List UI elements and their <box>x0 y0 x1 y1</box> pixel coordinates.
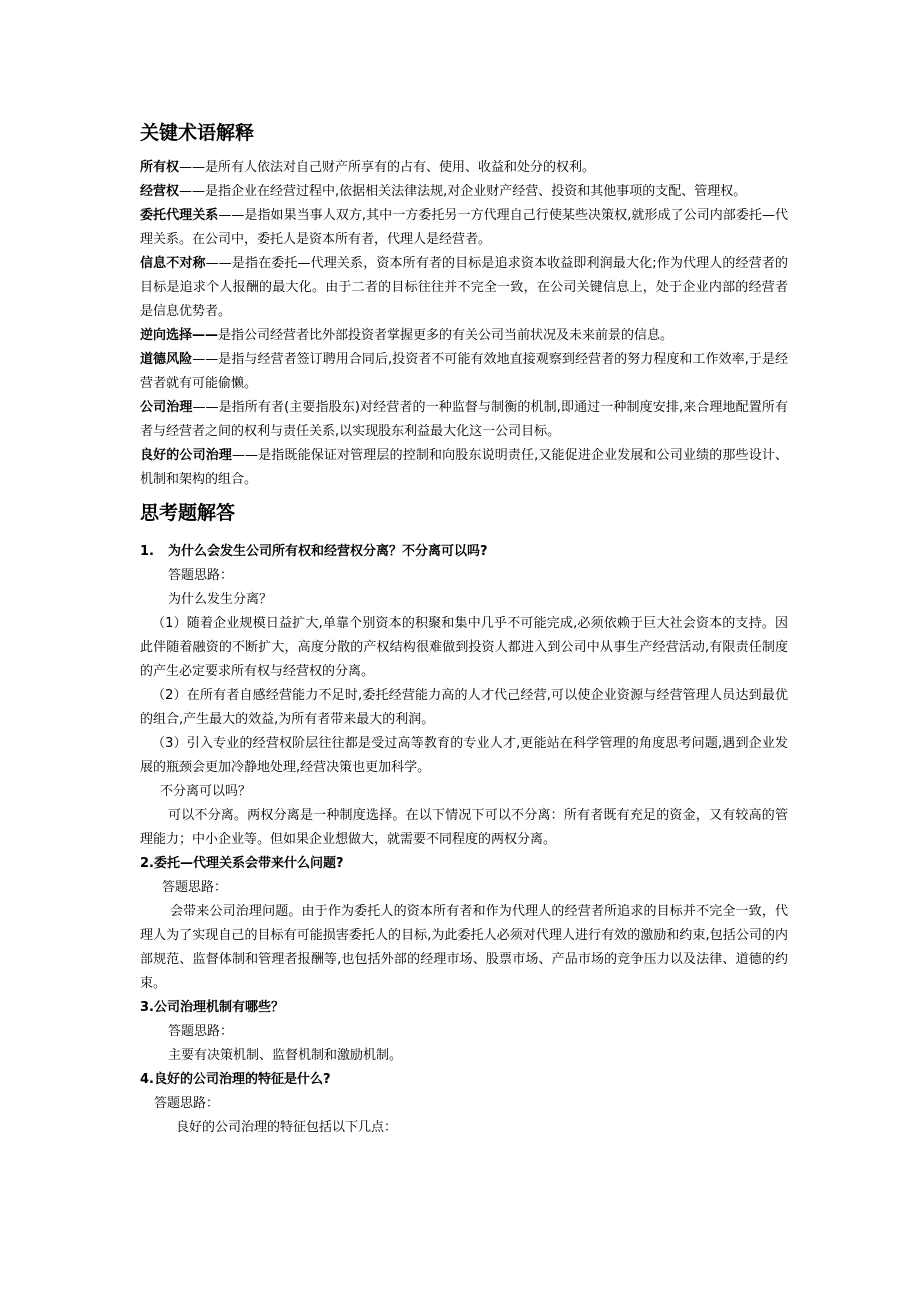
answer-paragraph: （2）在所有者自感经营能力不足时,委托经营能力高的人才代己经营,可以使企业资源与经营管理人员达到最优的组合,产生最大的效益,为所有者带来最大的利润。 <box>140 688 788 727</box>
term-text: ——是指企业在经营过程中,依据相关法律法规,对企业财产经营、投资和其他事项的支配、管理权。 <box>179 184 747 199</box>
question-text: 为什么会发生公司所有权和经营权分离？不分离可以吗? <box>168 544 488 559</box>
answer-paragraph: （1）随着企业规模日益扩大,单靠个别资本的积聚和集中几乎不可能完成,必须依赖于巨大社会资本的支持。因此伴随着融资的不断扩大，高度分散的产权结构很难做到投资人都进入到公司中从事生产经营活动,有限责任制度的产生必定要求所有权与经营权的分离。 <box>140 616 788 679</box>
answer-paragraph: 可以不分离。两权分离是一种制度选择。在以下情况下可以不分离：所有者既有充足的资金，又有较高的管理能力；中小企业等。但如果企业想做大，就需要不同程度的两权分离。 <box>140 808 788 847</box>
term-label: 良好的公司治理 <box>140 448 232 463</box>
term-definition <box>140 324 788 348</box>
sub-question: 不分离可以吗？ <box>160 784 252 799</box>
term-definition <box>140 252 788 324</box>
term-text: ——是指在委托—代理关系，资本所有者的目标是追求资本收益即利润最大化;作为代理人的经营者的目标是追求个人报酬的最大化。由于二者的目标往往并不完全一致，在公司关键信息上，处于企业内部的经营者是信息优势者。 <box>140 256 788 319</box>
term-definition <box>140 156 788 180</box>
question-3: 3.公司治理机制有哪些？ <box>140 1000 284 1015</box>
term-definition <box>140 444 788 492</box>
term-label: 委托代理关系 <box>140 208 219 223</box>
section-title-key-terms: 关键术语解释 <box>140 122 255 144</box>
document-page <box>140 112 788 1140</box>
question-number: 1. <box>140 544 154 559</box>
answer-hint: 答题思路： <box>162 880 228 895</box>
term-label: 公司治理 <box>140 400 193 415</box>
term-text: ——是指如果当事人双方,其中一方委托另一方代理自己行使某些决策权,就形成了公司内部委托—代理关系。在公司中，委托人是资本所有者，代理人是经营者。 <box>140 208 788 247</box>
question-1 <box>140 538 788 564</box>
question-4: 4.良好的公司治理的特征是什么? <box>140 1072 331 1087</box>
answer-hint: 答题思路： <box>168 1024 234 1039</box>
term-label: 所有权 <box>140 160 180 175</box>
term-label: 道德风险 <box>140 352 193 367</box>
term-text: 是指公司经营者比外部投资者掌握更多的有关公司当前状况及未来前景的信息。 <box>218 328 674 343</box>
term-text: ——是指既能保证对管理层的控制和向股东说明责任,又能促进企业发展和公司业绩的那些设计、机制和架构的组合。 <box>140 448 788 487</box>
section-title-questions: 思考题解答 <box>140 502 236 524</box>
term-label: 逆向选择—— <box>140 328 219 343</box>
term-definition <box>140 180 788 204</box>
answer-paragraph: （3）引入专业的经营权阶层往往都是受过高等教育的专业人才,更能站在科学管理的角度思考问题,遇到企业发展的瓶颈会更加冷静地处理,经营决策也更加科学。 <box>140 736 788 775</box>
sub-question: 为什么发生分离？ <box>168 592 273 607</box>
answer-paragraph: 良好的公司治理的特征包括以下几点： <box>176 1120 398 1135</box>
answer-paragraph: 会带来公司治理问题。由于作为委托人的资本所有者和作为代理人的经营者所追求的目标并不完全一致，代理人为了实现自己的目标有可能损害委托人的目标,为此委托人必须对代理人进行有效的激励和约束,包括公司的内部规范、监督体制和管理者报酬等,也包括外部的经理市场、股票市场、产品市场的竞争压力以及法律、道德的约束。 <box>140 904 788 991</box>
answer-hint: 答题思路： <box>168 568 234 583</box>
answer-paragraph: 主要有决策机制、监督机制和激励机制。 <box>168 1048 403 1063</box>
term-definition <box>140 348 788 396</box>
term-label: 经营权 <box>140 184 180 199</box>
term-text: ——是指与经营者签订聘用合同后,投资者不可能有效地直接观察到经营者的努力程度和工作效率,于是经营者就有可能偷懒。 <box>140 352 788 391</box>
question-2: 2.委托—代理关系会带来什么问题? <box>140 856 344 871</box>
term-definition <box>140 396 788 444</box>
answer-hint: 答题思路： <box>154 1096 220 1111</box>
term-text: ——是所有人依法对自己财产所享有的占有、使用、收益和处分的权利。 <box>179 160 596 175</box>
term-text: ——是指所有者(主要指股东)对经营者的一种监督与制衡的机制,即通过一种制度安排,来合理地配置所有者与经营者之间的权利与责任关系,以实现股东利益最大化这一公司目标。 <box>140 400 788 439</box>
term-definition <box>140 204 788 252</box>
term-label: 信息不对称 <box>140 256 206 271</box>
